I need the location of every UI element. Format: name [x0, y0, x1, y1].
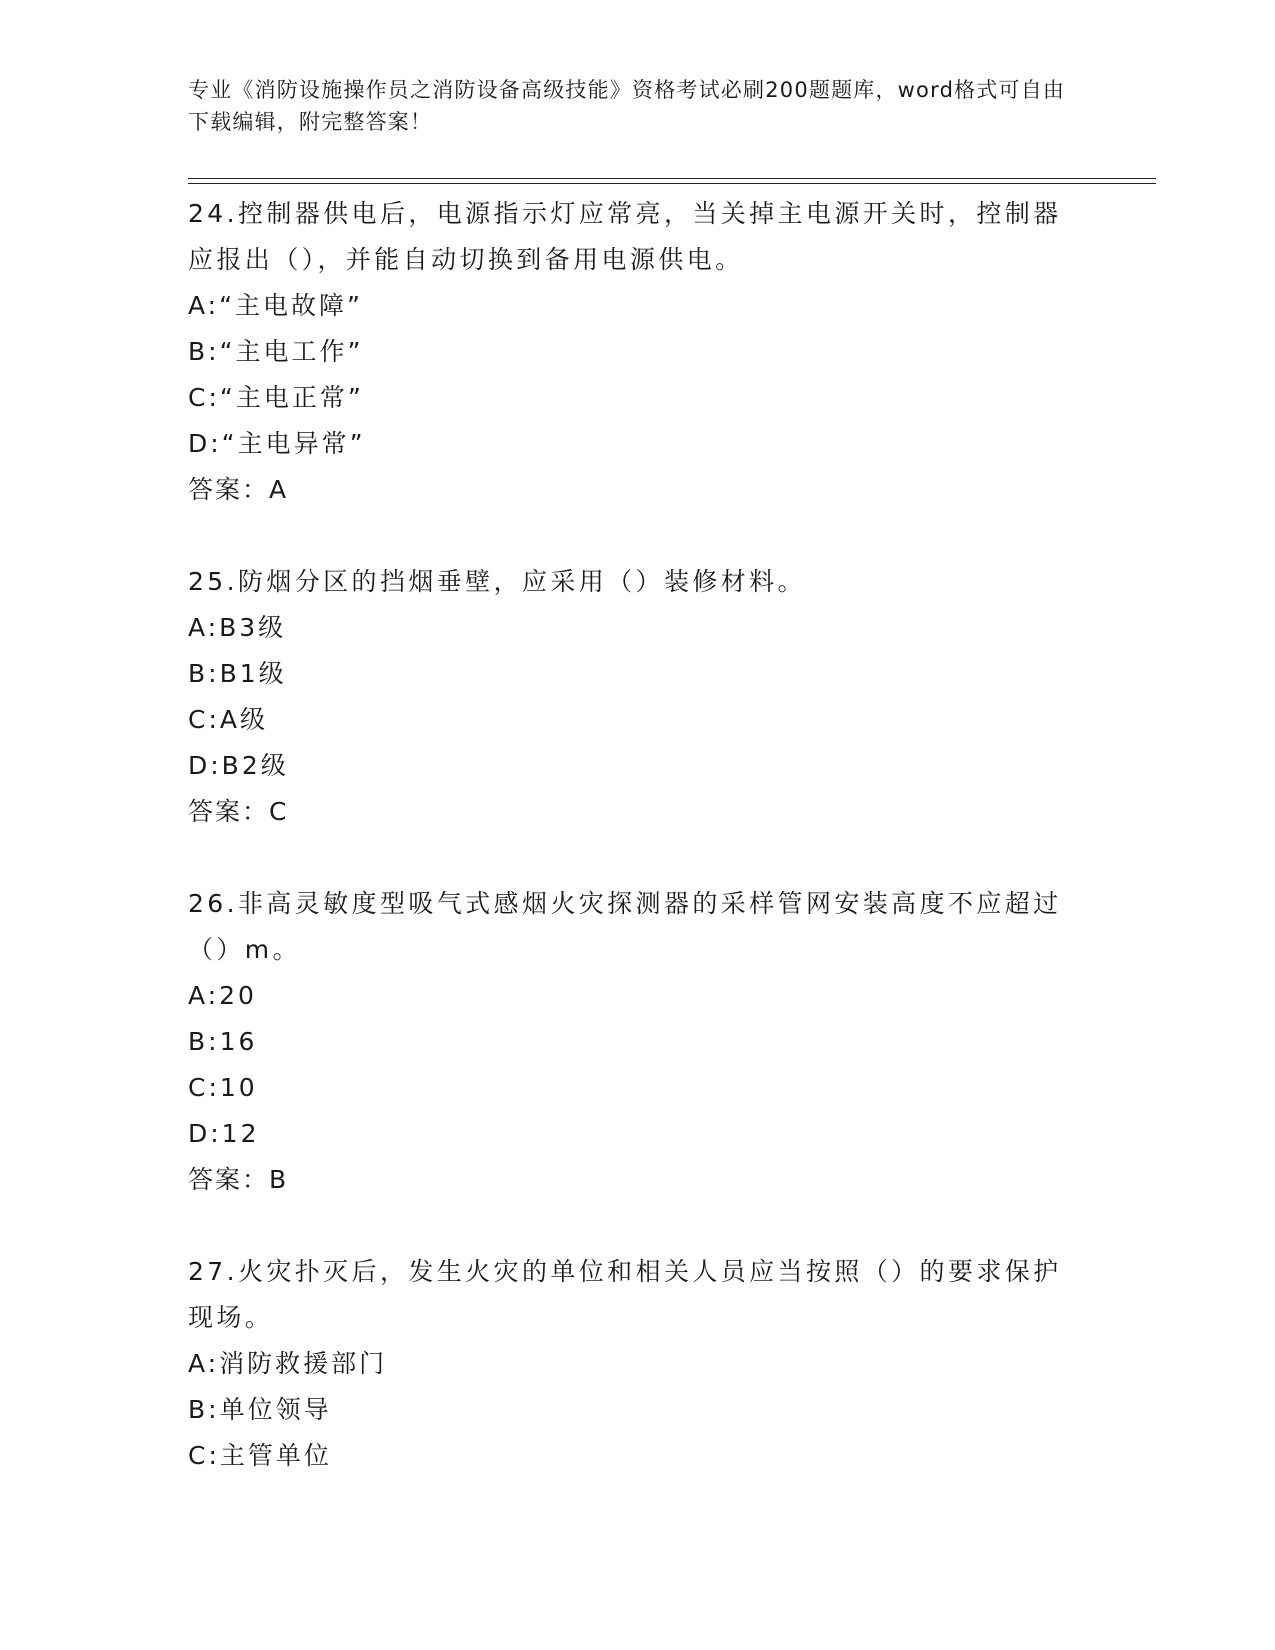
- question-option: A:B3级: [188, 613, 287, 642]
- question-stem: 26.非高灵敏度型吸气式感烟火灾探测器的采样管网安装高度不应超过（）m。: [188, 889, 1062, 964]
- question-block: [188, 559, 1088, 835]
- question-answer: 答案：A: [188, 475, 289, 504]
- question-option: B:16: [188, 1027, 258, 1056]
- question-option: B:B1级: [188, 659, 287, 688]
- question-block: [188, 191, 1088, 513]
- question-answer: 答案：C: [188, 797, 289, 826]
- header-divider-top: [188, 178, 1156, 179]
- header-divider-bottom: [188, 183, 1156, 184]
- question-stem: 27.火灾扑灭后，发生火灾的单位和相关人员应当按照（）的要求保护现场。: [188, 1257, 1062, 1332]
- question-option: C:“主电正常”: [188, 383, 364, 412]
- question-option: A:消防救援部门: [188, 1349, 388, 1378]
- question-stem: 25.防烟分区的挡烟垂壁，应采用（）装修材料。: [188, 567, 806, 596]
- document-header: 专业《消防设施操作员之消防设备高级技能》资格考试必刷200题题库，word格式可自由下载编辑，附完整答案！: [188, 78, 1066, 134]
- question-option: C:主管单位: [188, 1441, 332, 1470]
- question-option: B:单位领导: [188, 1395, 332, 1424]
- question-block: [188, 1249, 1088, 1479]
- question-answer: 答案：B: [188, 1165, 289, 1194]
- question-option: A:20: [188, 981, 257, 1010]
- question-option: D:“主电异常”: [188, 429, 366, 458]
- question-option: C:10: [188, 1073, 258, 1102]
- question-option: B:“主电工作”: [188, 337, 364, 366]
- question-stem: 24.控制器供电后，电源指示灯应常亮，当关掉主电源开关时，控制器应报出（），并能自动切换到备用电源供电。: [188, 199, 1062, 274]
- question-option: D:12: [188, 1119, 260, 1148]
- question-list: [188, 191, 1088, 1525]
- question-block: [188, 881, 1088, 1203]
- question-option: D:B2级: [188, 751, 289, 780]
- question-option: A:“主电故障”: [188, 291, 363, 320]
- question-option: C:A级: [188, 705, 268, 734]
